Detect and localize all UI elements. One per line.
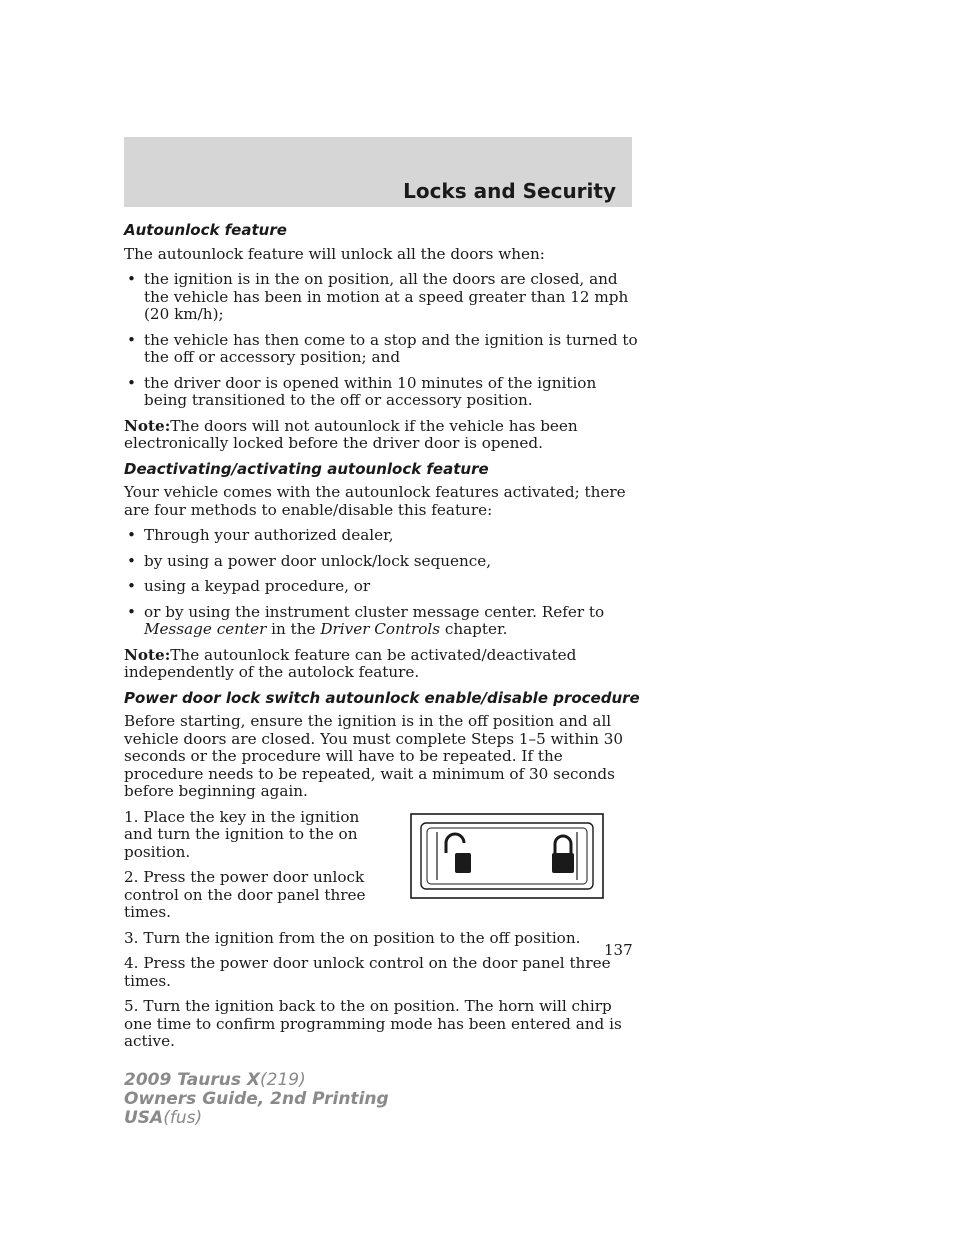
list-item: • by using a power door unlock/lock sequence,: [124, 553, 640, 571]
section-intro: Your vehicle comes with the autounlock features activated; there are four methods to enable/disable this feature:: [124, 483, 626, 519]
list-item: • Through your authorized dealer,: [124, 527, 640, 545]
list-item-text: in the: [266, 620, 321, 638]
methods-list: [124, 527, 640, 639]
list-item: • the vehicle has then come to a stop and the ignition is turned to the off or accessory position; and: [124, 332, 640, 367]
footer-market: USA: [124, 1108, 164, 1128]
note-label: Note:: [124, 645, 171, 664]
footer-line-2: Owners Guide, 2nd Printing: [124, 1089, 389, 1109]
procedure-steps: [124, 809, 640, 1051]
section-heading-deactivating: Deactivating/activating autounlock feature: [124, 459, 489, 478]
step-4: 4. Press the power door unlock control on the door panel three times.: [124, 954, 611, 990]
step-1: 1. Place the key in the ignition and turn the ignition to the on position.: [124, 807, 360, 861]
step-2: 2. Press the power door unlock control on the door panel three times.: [124, 868, 366, 921]
list-item-text: chapter.: [440, 620, 508, 638]
section-heading-procedure: Power door lock switch autounlock enable/disable procedure: [124, 688, 640, 707]
section-heading-autounlock: Autounlock feature: [124, 221, 287, 239]
step-3: 3. Turn the ignition from the on position to the off position.: [124, 928, 581, 947]
list-item: [124, 604, 640, 639]
page-number: 137: [604, 941, 633, 959]
list-item: • the ignition is in the on position, all the doors are closed, and the vehicle has been in motion at a speed greater than 12 mph (20 km/h);: [124, 271, 640, 324]
chapter-header-band: [124, 137, 632, 207]
note-text: The autounlock feature can be activated/deactivated independently of the autolock feature.: [124, 645, 577, 681]
note-text: The doors will not autounlock if the vehicle has been electronically locked before the driver door is opened.: [124, 416, 578, 452]
autounlock-conditions-list: [124, 271, 640, 410]
note: [124, 418, 640, 453]
chapter-title: Locks and Security: [403, 179, 616, 203]
door-lock-switch-illustration: [410, 813, 604, 899]
footer-code: (219): [260, 1070, 306, 1090]
page-content: [124, 222, 640, 1059]
driver-controls-reference: Driver Controls: [320, 620, 441, 638]
footer-line-3: [124, 1109, 389, 1128]
unlock-icon: [446, 834, 471, 873]
step-5: 5. Turn the ignition back to the on position. The horn will chirp one time to confirm programming mode has been entered and is active.: [124, 997, 622, 1050]
footer-market-code: (fus): [163, 1108, 203, 1128]
section-intro: The autounlock feature will unlock all the doors when:: [124, 244, 545, 263]
message-center-reference: Message center: [144, 620, 267, 638]
print-footer: [124, 1071, 389, 1128]
footer-model: 2009 Taurus X: [124, 1070, 261, 1090]
section-intro: Before starting, ensure the ignition is in the off position and all vehicle doors are closed. You must complete Steps 1–5 within 30 seconds or the procedure will have to be repeated. If the procedure needs to be repeated, wait a minimum of 30 seconds before beginning again.: [124, 712, 624, 800]
list-item: • the driver door is opened within 10 minutes of the ignition being transitioned to the off or accessory position.: [124, 375, 640, 410]
list-item: • using a keypad procedure, or: [124, 578, 640, 596]
lock-icon: [552, 836, 574, 873]
list-item-text: or by using the instrument cluster message center. Refer to: [144, 602, 605, 621]
note: [124, 647, 640, 682]
footer-line-1: [124, 1071, 389, 1090]
note-label: Note:: [124, 416, 171, 435]
